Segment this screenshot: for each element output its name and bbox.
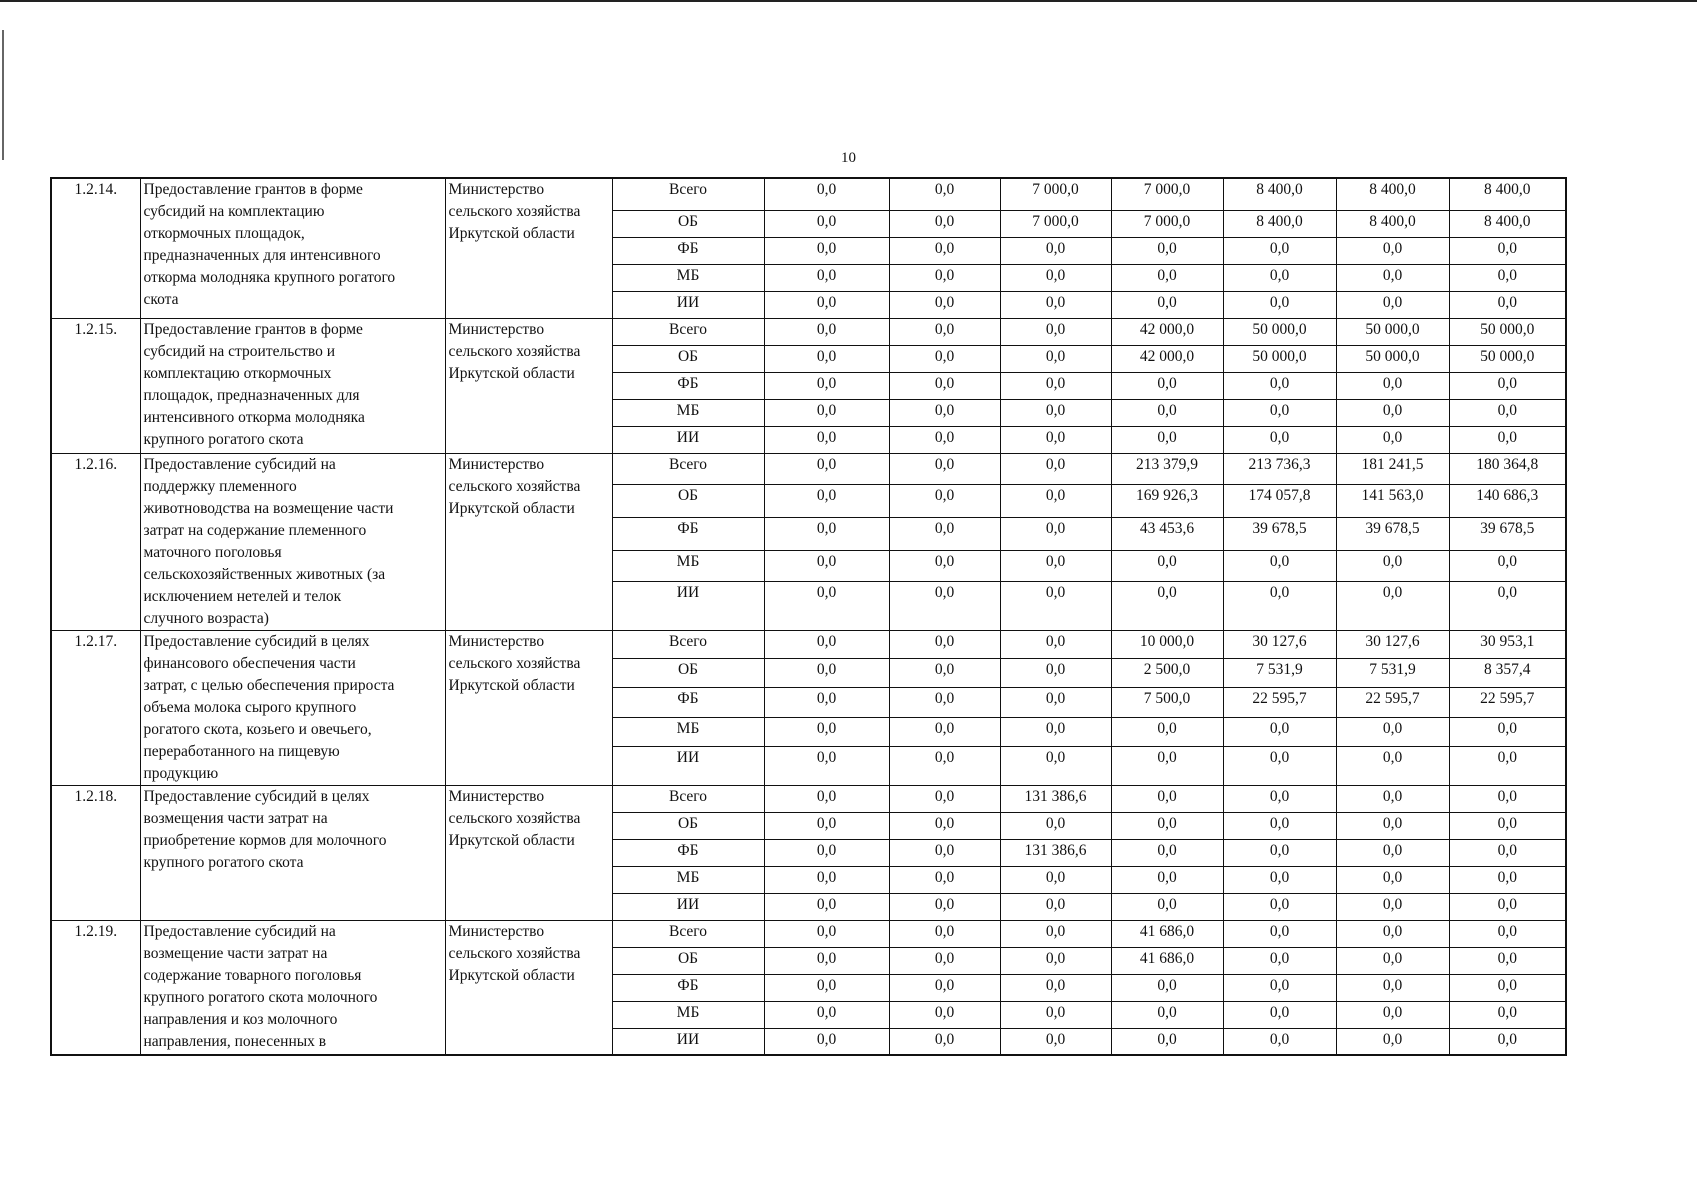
amount-cell: 0,0 (1111, 264, 1223, 291)
amount-cell: 0,0 (889, 747, 1000, 785)
funding-source: МБ (612, 550, 764, 581)
amount-cell: 0,0 (1000, 426, 1111, 453)
table-body (51, 178, 1566, 1055)
amount-cell: 0,0 (889, 947, 1000, 974)
amount-cell: 0,0 (889, 291, 1000, 318)
amount-cell: 7 000,0 (1111, 210, 1223, 237)
amount-cell: 0,0 (1336, 747, 1449, 785)
funding-source: ИИ (612, 747, 764, 785)
funding-source: МБ (612, 1001, 764, 1028)
responsible-executor-text: Министерство сельского хозяйства Иркутской области (448, 922, 581, 984)
amount-cell: 0,0 (1000, 399, 1111, 426)
amount-cell: 0,0 (764, 517, 889, 550)
amount-cell: 0,0 (889, 1001, 1000, 1028)
amount-cell: 0,0 (1449, 264, 1566, 291)
amount-cell: 0,0 (764, 1001, 889, 1028)
funding-source: ОБ (612, 812, 764, 839)
responsible-executor (445, 318, 612, 453)
amount-cell: 0,0 (1223, 812, 1336, 839)
amount-cell: 0,0 (1223, 717, 1336, 747)
amount-cell: 0,0 (1000, 264, 1111, 291)
item-description-text: Предоставление субсидий на возмещение части затрат на содержание товарного поголовья крупного рогатого скота молочного направления и коз молочного направления, понесенных в (143, 922, 378, 1050)
amount-cell: 0,0 (764, 426, 889, 453)
amount-cell: 0,0 (1000, 630, 1111, 659)
amount-cell: 0,0 (1336, 550, 1449, 581)
item-number: 1.2.14. (51, 178, 140, 318)
funding-source: ОБ (612, 210, 764, 237)
amount-cell: 39 678,5 (1223, 517, 1336, 550)
funding-source: ФБ (612, 372, 764, 399)
funding-source: МБ (612, 717, 764, 747)
amount-cell: 8 400,0 (1336, 178, 1449, 210)
amount-cell: 0,0 (1449, 581, 1566, 630)
table-row (51, 630, 1566, 659)
amount-cell: 0,0 (1000, 1001, 1111, 1028)
amount-cell: 10 000,0 (1111, 630, 1223, 659)
amount-cell: 169 926,3 (1111, 484, 1223, 517)
amount-cell: 8 357,4 (1449, 659, 1566, 688)
scan-edge-line (0, 0, 1697, 2)
amount-cell: 0,0 (764, 291, 889, 318)
amount-cell: 0,0 (1000, 517, 1111, 550)
amount-cell: 0,0 (1449, 1028, 1566, 1055)
amount-cell: 0,0 (889, 210, 1000, 237)
amount-cell: 0,0 (889, 659, 1000, 688)
responsible-executor-text: Министерство сельского хозяйства Иркутской области (448, 320, 581, 382)
amount-cell: 0,0 (1223, 893, 1336, 920)
amount-cell: 0,0 (1449, 920, 1566, 947)
amount-cell: 50 000,0 (1449, 318, 1566, 345)
amount-cell: 43 453,6 (1111, 517, 1223, 550)
amount-cell: 0,0 (764, 399, 889, 426)
table-row (51, 318, 1566, 345)
amount-cell: 0,0 (1449, 291, 1566, 318)
amount-cell: 0,0 (1223, 839, 1336, 866)
amount-cell: 0,0 (1336, 839, 1449, 866)
amount-cell: 8 400,0 (1449, 178, 1566, 210)
amount-cell: 0,0 (1000, 947, 1111, 974)
responsible-executor-text: Министерство сельского хозяйства Иркутской области (448, 787, 581, 849)
amount-cell: 0,0 (764, 178, 889, 210)
amount-cell: 0,0 (889, 687, 1000, 717)
funding-source: Всего (612, 630, 764, 659)
item-number: 1.2.15. (51, 318, 140, 453)
amount-cell: 50 000,0 (1336, 345, 1449, 372)
amount-cell: 0,0 (1000, 237, 1111, 264)
amount-cell: 0,0 (1449, 747, 1566, 785)
amount-cell: 22 595,7 (1336, 687, 1449, 717)
amount-cell: 0,0 (764, 372, 889, 399)
table-row (51, 178, 1566, 210)
amount-cell: 0,0 (1111, 581, 1223, 630)
amount-cell: 7 000,0 (1111, 178, 1223, 210)
amount-cell: 0,0 (764, 893, 889, 920)
item-description-text: Предоставление субсидий на поддержку племенного животноводства на возмещение части затрат на содержание племенного маточного поголовья сельскохозяйственных животных (за исключением нетелей и телок случного возраста) (143, 455, 394, 627)
amount-cell: 0,0 (1223, 399, 1336, 426)
amount-cell: 0,0 (1111, 812, 1223, 839)
amount-cell: 0,0 (1223, 747, 1336, 785)
amount-cell: 0,0 (1449, 399, 1566, 426)
amount-cell: 181 241,5 (1336, 453, 1449, 484)
amount-cell: 0,0 (1000, 345, 1111, 372)
funding-source: ФБ (612, 839, 764, 866)
item-description (140, 630, 445, 785)
funding-source: Всего (612, 178, 764, 210)
amount-cell: 50 000,0 (1336, 318, 1449, 345)
amount-cell: 0,0 (764, 785, 889, 812)
amount-cell: 0,0 (1449, 426, 1566, 453)
amount-cell: 180 364,8 (1449, 453, 1566, 484)
item-description (140, 785, 445, 920)
amount-cell: 0,0 (1223, 866, 1336, 893)
amount-cell: 50 000,0 (1223, 318, 1336, 345)
item-number: 1.2.19. (51, 920, 140, 1055)
amount-cell: 0,0 (1111, 237, 1223, 264)
amount-cell: 0,0 (1111, 550, 1223, 581)
amount-cell: 7 531,9 (1336, 659, 1449, 688)
funding-source: ИИ (612, 426, 764, 453)
amount-cell: 42 000,0 (1111, 318, 1223, 345)
amount-cell: 0,0 (1223, 974, 1336, 1001)
amount-cell: 0,0 (764, 812, 889, 839)
amount-cell: 0,0 (1223, 1028, 1336, 1055)
amount-cell: 0,0 (1336, 264, 1449, 291)
amount-cell: 141 563,0 (1336, 484, 1449, 517)
amount-cell: 42 000,0 (1111, 345, 1223, 372)
amount-cell: 0,0 (764, 659, 889, 688)
amount-cell: 22 595,7 (1223, 687, 1336, 717)
amount-cell: 0,0 (1000, 974, 1111, 1001)
amount-cell: 0,0 (889, 974, 1000, 1001)
funding-source: ФБ (612, 517, 764, 550)
amount-cell: 0,0 (1223, 920, 1336, 947)
amount-cell: 0,0 (1336, 399, 1449, 426)
amount-cell: 0,0 (889, 839, 1000, 866)
item-description (140, 318, 445, 453)
amount-cell: 0,0 (1000, 291, 1111, 318)
amount-cell: 0,0 (889, 812, 1000, 839)
amount-cell: 2 500,0 (1111, 659, 1223, 688)
page-number: 10 (841, 150, 856, 166)
amount-cell: 0,0 (1223, 426, 1336, 453)
amount-cell: 0,0 (1336, 1001, 1449, 1028)
amount-cell: 0,0 (889, 550, 1000, 581)
amount-cell: 39 678,5 (1336, 517, 1449, 550)
amount-cell: 0,0 (889, 453, 1000, 484)
amount-cell: 7 000,0 (1000, 178, 1111, 210)
amount-cell: 0,0 (889, 178, 1000, 210)
amount-cell: 0,0 (764, 345, 889, 372)
funding-source: МБ (612, 866, 764, 893)
responsible-executor (445, 178, 612, 318)
amount-cell: 0,0 (764, 1028, 889, 1055)
amount-cell: 0,0 (1336, 812, 1449, 839)
amount-cell: 0,0 (1223, 581, 1336, 630)
amount-cell: 0,0 (764, 687, 889, 717)
amount-cell: 0,0 (1223, 947, 1336, 974)
amount-cell: 0,0 (764, 839, 889, 866)
amount-cell: 7 500,0 (1111, 687, 1223, 717)
funding-source: МБ (612, 399, 764, 426)
amount-cell: 0,0 (1111, 866, 1223, 893)
amount-cell: 0,0 (1336, 237, 1449, 264)
responsible-executor (445, 920, 612, 1055)
amount-cell: 0,0 (1336, 785, 1449, 812)
amount-cell: 0,0 (1000, 866, 1111, 893)
amount-cell: 0,0 (889, 1028, 1000, 1055)
funding-source: Всего (612, 453, 764, 484)
amount-cell: 0,0 (1449, 785, 1566, 812)
amount-cell: 131 386,6 (1000, 839, 1111, 866)
amount-cell: 22 595,7 (1449, 687, 1566, 717)
table-row (51, 785, 1566, 812)
amount-cell: 0,0 (1111, 1001, 1223, 1028)
amount-cell: 41 686,0 (1111, 920, 1223, 947)
amount-cell: 41 686,0 (1111, 947, 1223, 974)
amount-cell: 0,0 (764, 747, 889, 785)
item-description-text: Предоставление субсидий в целях финансового обеспечения части затрат, с целью обеспечения прироста объема молока сырого крупного рогатого скота, козьего и овечьего, переработанного на пищевую продукцию (143, 632, 395, 782)
amount-cell: 0,0 (764, 920, 889, 947)
amount-cell: 30 127,6 (1223, 630, 1336, 659)
amount-cell: 0,0 (1111, 747, 1223, 785)
amount-cell: 0,0 (889, 581, 1000, 630)
amount-cell: 0,0 (1000, 1028, 1111, 1055)
amount-cell: 0,0 (1000, 453, 1111, 484)
funding-source: ИИ (612, 893, 764, 920)
amount-cell: 0,0 (1111, 785, 1223, 812)
item-description (140, 453, 445, 630)
responsible-executor-text: Министерство сельского хозяйства Иркутской области (448, 632, 581, 694)
amount-cell: 50 000,0 (1449, 345, 1566, 372)
funding-source: ИИ (612, 1028, 764, 1055)
amount-cell: 0,0 (1449, 717, 1566, 747)
amount-cell: 0,0 (764, 717, 889, 747)
amount-cell: 0,0 (1336, 866, 1449, 893)
amount-cell: 0,0 (764, 550, 889, 581)
amount-cell: 0,0 (1336, 920, 1449, 947)
funding-source: ОБ (612, 947, 764, 974)
amount-cell: 0,0 (1000, 581, 1111, 630)
amount-cell: 0,0 (889, 426, 1000, 453)
amount-cell: 0,0 (889, 484, 1000, 517)
item-description (140, 178, 445, 318)
amount-cell: 0,0 (764, 237, 889, 264)
amount-cell: 0,0 (889, 372, 1000, 399)
amount-cell: 0,0 (1000, 920, 1111, 947)
item-description-text: Предоставление грантов в форме субсидий на комплектацию откормочных площадок, предназначенных для интенсивного откорма молодняка крупного рогатого скота (143, 181, 396, 308)
funding-source: Всего (612, 318, 764, 345)
amount-cell: 0,0 (1000, 484, 1111, 517)
amount-cell: 0,0 (764, 453, 889, 484)
amount-cell: 0,0 (1111, 974, 1223, 1001)
amount-cell: 0,0 (1111, 839, 1223, 866)
budget-table (50, 177, 1567, 1056)
amount-cell: 174 057,8 (1223, 484, 1336, 517)
responsible-executor (445, 785, 612, 920)
funding-source: ФБ (612, 687, 764, 717)
amount-cell: 0,0 (1000, 747, 1111, 785)
amount-cell: 0,0 (1449, 1001, 1566, 1028)
amount-cell: 0,0 (1336, 974, 1449, 1001)
funding-source: МБ (612, 264, 764, 291)
item-description-text: Предоставление грантов в форме субсидий на строительство и комплектацию откормочных площадок, предназначенных для интенсивного откорма молодняка крупного рогатого скота (143, 320, 365, 448)
item-number: 1.2.16. (51, 453, 140, 630)
amount-cell: 0,0 (1000, 318, 1111, 345)
amount-cell: 0,0 (889, 785, 1000, 812)
amount-cell: 0,0 (1449, 372, 1566, 399)
amount-cell: 50 000,0 (1223, 345, 1336, 372)
amount-cell: 0,0 (1111, 399, 1223, 426)
funding-source: ИИ (612, 581, 764, 630)
amount-cell: 0,0 (764, 484, 889, 517)
amount-cell: 0,0 (764, 866, 889, 893)
amount-cell: 0,0 (764, 318, 889, 345)
amount-cell: 0,0 (1223, 550, 1336, 581)
amount-cell: 0,0 (1449, 893, 1566, 920)
responsible-executor-text: Министерство сельского хозяйства Иркутской области (448, 181, 581, 242)
amount-cell: 0,0 (1336, 581, 1449, 630)
amount-cell: 0,0 (1000, 687, 1111, 717)
amount-cell: 0,0 (1111, 291, 1223, 318)
amount-cell: 0,0 (1449, 974, 1566, 1001)
amount-cell: 0,0 (1111, 426, 1223, 453)
amount-cell: 0,0 (1223, 264, 1336, 291)
funding-source: ОБ (612, 659, 764, 688)
amount-cell: 0,0 (1000, 893, 1111, 920)
amount-cell: 0,0 (1111, 372, 1223, 399)
amount-cell: 0,0 (1000, 717, 1111, 747)
amount-cell: 0,0 (1223, 291, 1336, 318)
amount-cell: 8 400,0 (1336, 210, 1449, 237)
funding-source: ОБ (612, 484, 764, 517)
amount-cell: 0,0 (764, 630, 889, 659)
item-number: 1.2.17. (51, 630, 140, 785)
amount-cell: 0,0 (889, 517, 1000, 550)
amount-cell: 0,0 (1000, 812, 1111, 839)
amount-cell: 0,0 (1336, 717, 1449, 747)
item-number: 1.2.18. (51, 785, 140, 920)
amount-cell: 0,0 (1000, 372, 1111, 399)
amount-cell: 0,0 (1000, 550, 1111, 581)
amount-cell: 8 400,0 (1449, 210, 1566, 237)
amount-cell: 0,0 (1336, 291, 1449, 318)
amount-cell: 0,0 (1449, 237, 1566, 264)
amount-cell: 0,0 (1449, 550, 1566, 581)
amount-cell: 0,0 (1111, 717, 1223, 747)
amount-cell: 0,0 (1223, 237, 1336, 264)
amount-cell: 0,0 (889, 318, 1000, 345)
responsible-executor (445, 453, 612, 630)
amount-cell: 213 736,3 (1223, 453, 1336, 484)
amount-cell: 140 686,3 (1449, 484, 1566, 517)
amount-cell: 0,0 (1223, 785, 1336, 812)
funding-source: Всего (612, 920, 764, 947)
amount-cell: 0,0 (1336, 372, 1449, 399)
amount-cell: 213 379,9 (1111, 453, 1223, 484)
table-row (51, 920, 1566, 947)
funding-source: Всего (612, 785, 764, 812)
funding-source: ОБ (612, 345, 764, 372)
amount-cell: 7 531,9 (1223, 659, 1336, 688)
amount-cell: 0,0 (1111, 1028, 1223, 1055)
amount-cell: 0,0 (889, 399, 1000, 426)
amount-cell: 131 386,6 (1000, 785, 1111, 812)
amount-cell: 0,0 (889, 264, 1000, 291)
amount-cell: 0,0 (889, 717, 1000, 747)
amount-cell: 7 000,0 (1000, 210, 1111, 237)
amount-cell: 0,0 (889, 345, 1000, 372)
amount-cell: 0,0 (1449, 866, 1566, 893)
amount-cell: 0,0 (1000, 659, 1111, 688)
amount-cell: 0,0 (764, 210, 889, 237)
scan-margin-mark (2, 30, 4, 160)
amount-cell: 0,0 (1449, 839, 1566, 866)
amount-cell: 0,0 (1223, 1001, 1336, 1028)
amount-cell: 0,0 (889, 237, 1000, 264)
amount-cell: 8 400,0 (1223, 178, 1336, 210)
amount-cell: 0,0 (764, 947, 889, 974)
funding-source: ФБ (612, 974, 764, 1001)
amount-cell: 30 127,6 (1336, 630, 1449, 659)
amount-cell: 0,0 (1223, 372, 1336, 399)
amount-cell: 0,0 (1111, 893, 1223, 920)
amount-cell: 0,0 (889, 630, 1000, 659)
amount-cell: 30 953,1 (1449, 630, 1566, 659)
responsible-executor (445, 630, 612, 785)
item-description-text: Предоставление субсидий в целях возмещения части затрат на приобретение кормов для молочного крупного рогатого скота (143, 787, 387, 871)
amount-cell: 8 400,0 (1223, 210, 1336, 237)
amount-cell: 0,0 (1336, 947, 1449, 974)
amount-cell: 0,0 (1449, 947, 1566, 974)
amount-cell: 39 678,5 (1449, 517, 1566, 550)
amount-cell: 0,0 (889, 866, 1000, 893)
amount-cell: 0,0 (764, 264, 889, 291)
amount-cell: 0,0 (889, 920, 1000, 947)
table-row (51, 453, 1566, 484)
amount-cell: 0,0 (1336, 1028, 1449, 1055)
funding-source: ФБ (612, 237, 764, 264)
amount-cell: 0,0 (889, 893, 1000, 920)
responsible-executor-text: Министерство сельского хозяйства Иркутской области (448, 455, 581, 517)
amount-cell: 0,0 (764, 581, 889, 630)
funding-source: ИИ (612, 291, 764, 318)
amount-cell: 0,0 (1336, 893, 1449, 920)
amount-cell: 0,0 (764, 974, 889, 1001)
amount-cell: 0,0 (1336, 426, 1449, 453)
item-description (140, 920, 445, 1055)
amount-cell: 0,0 (1449, 812, 1566, 839)
